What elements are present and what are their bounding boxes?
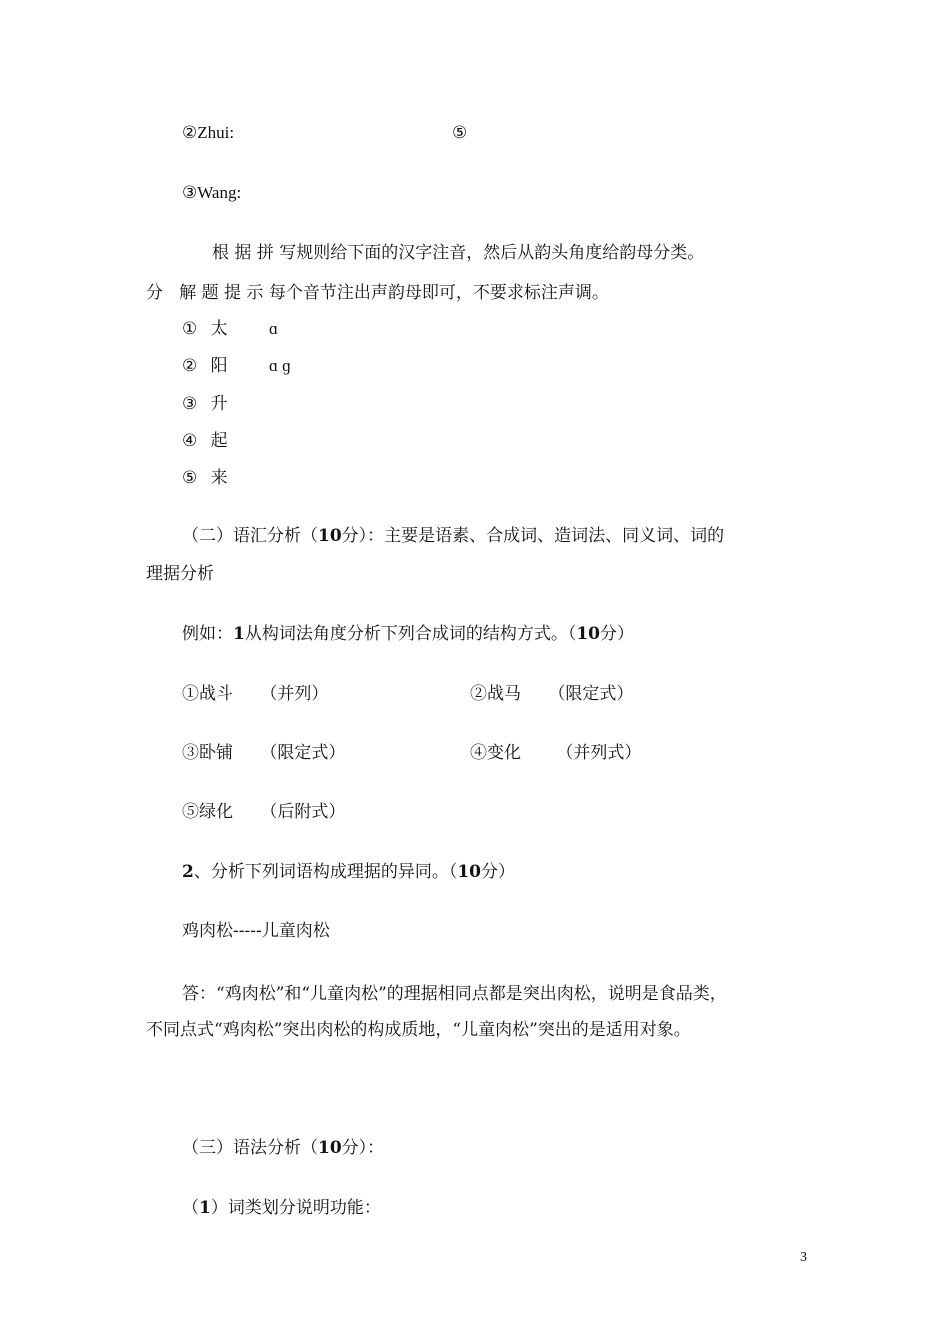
- sub-text: （: [182, 1198, 199, 1218]
- word-text: ④变化: [470, 743, 521, 763]
- annotate-item-1: [182, 318, 278, 340]
- word-4: [470, 742, 641, 764]
- item-number: ③: [182, 394, 198, 414]
- heading-text: 分）：: [341, 1138, 385, 1158]
- section2-example: [182, 623, 634, 645]
- word-type: （并列式）: [556, 743, 642, 763]
- word-text: ①战斗: [182, 684, 233, 704]
- word-text: ③卧铺: [182, 743, 233, 763]
- annotate-instruction: 根 据 拼 写规则给下面的汉字注音，然后从韵头角度给韵母分类。: [212, 243, 705, 263]
- example-text: 从构词法角度分析下列合成词的结构方式。（: [244, 624, 577, 644]
- sub-number: 1: [199, 1198, 211, 1218]
- item-number: ①: [182, 319, 198, 339]
- heading-score: 10: [318, 1138, 342, 1158]
- item-note: ɑ: [269, 319, 278, 338]
- word-type: （限定式）: [260, 743, 346, 763]
- answer-line-2: 不同点式“鸡肉松”突出肉松的构成质地，“儿童肉松”突出的是适用对象。: [146, 1020, 691, 1040]
- annotate-item-2: [182, 355, 291, 377]
- word-type: （并列）: [260, 684, 329, 704]
- section2-heading: [182, 525, 724, 547]
- word-type: （限定式）: [548, 684, 634, 704]
- item-char: 起: [210, 431, 228, 451]
- item-char: 阳: [210, 356, 228, 376]
- question-text: 、分析下列词语构成理据的异同。（: [193, 862, 458, 882]
- heading-text: （三）语法分析（: [182, 1138, 318, 1158]
- item-char: 升: [210, 394, 228, 414]
- example-score: 10: [576, 624, 601, 644]
- heading-text: 分）：主要是语素、合成词、造词法、同义词、词的: [341, 526, 725, 546]
- heading-score: 10: [318, 526, 342, 546]
- word-type: （后附式）: [260, 802, 346, 822]
- pinyin-zhui-right: ⑤: [452, 123, 468, 143]
- section2-heading-cont: 理据分析: [146, 564, 214, 584]
- annotate-item-4: [182, 430, 228, 452]
- pinyin-zhui-label: ②Zhui:: [182, 123, 235, 142]
- pinyin-wang-label: ③Wang:: [182, 183, 242, 202]
- answer-line-1: 答：“鸡肉松”和“儿童肉松”的理据相同点都是突出肉松，说明是食品类，: [182, 984, 727, 1004]
- question-text: 分）: [481, 862, 516, 882]
- item-note: ɑ ɡ: [269, 356, 291, 375]
- item-char: 来: [210, 468, 228, 488]
- word-text: ⑤绿化: [182, 802, 233, 822]
- page-number: 3: [800, 1250, 807, 1265]
- item-char: 太: [210, 319, 228, 339]
- word-2: [470, 683, 633, 705]
- example-text: 例如：: [182, 624, 233, 644]
- section3-heading: [182, 1137, 384, 1159]
- example-text: 分）: [600, 624, 635, 644]
- example-number: 1: [233, 624, 245, 644]
- annotate-item-5: [182, 467, 228, 489]
- word-text: ②战马: [470, 684, 521, 704]
- question-number: 2: [182, 862, 194, 882]
- section2-question2: [182, 861, 515, 883]
- compare-terms: 鸡肉松-----儿童肉松: [182, 921, 330, 941]
- item-number: ④: [182, 431, 198, 451]
- word-5: [182, 801, 345, 823]
- sub-text: ）词类划分说明功能：: [210, 1198, 381, 1218]
- heading-text: （二）语汇分析（: [182, 526, 318, 546]
- annotate-hint: 分 解 题 提 示 每个音节注出声韵母即可，不要求标注声调。: [146, 283, 609, 303]
- item-number: ⑤: [182, 468, 198, 488]
- question-score: 10: [457, 862, 482, 882]
- item-number: ②: [182, 356, 198, 376]
- section3-subheading: [182, 1197, 381, 1219]
- word-1: [182, 683, 328, 705]
- word-3: [182, 742, 345, 764]
- annotate-item-3: [182, 393, 228, 415]
